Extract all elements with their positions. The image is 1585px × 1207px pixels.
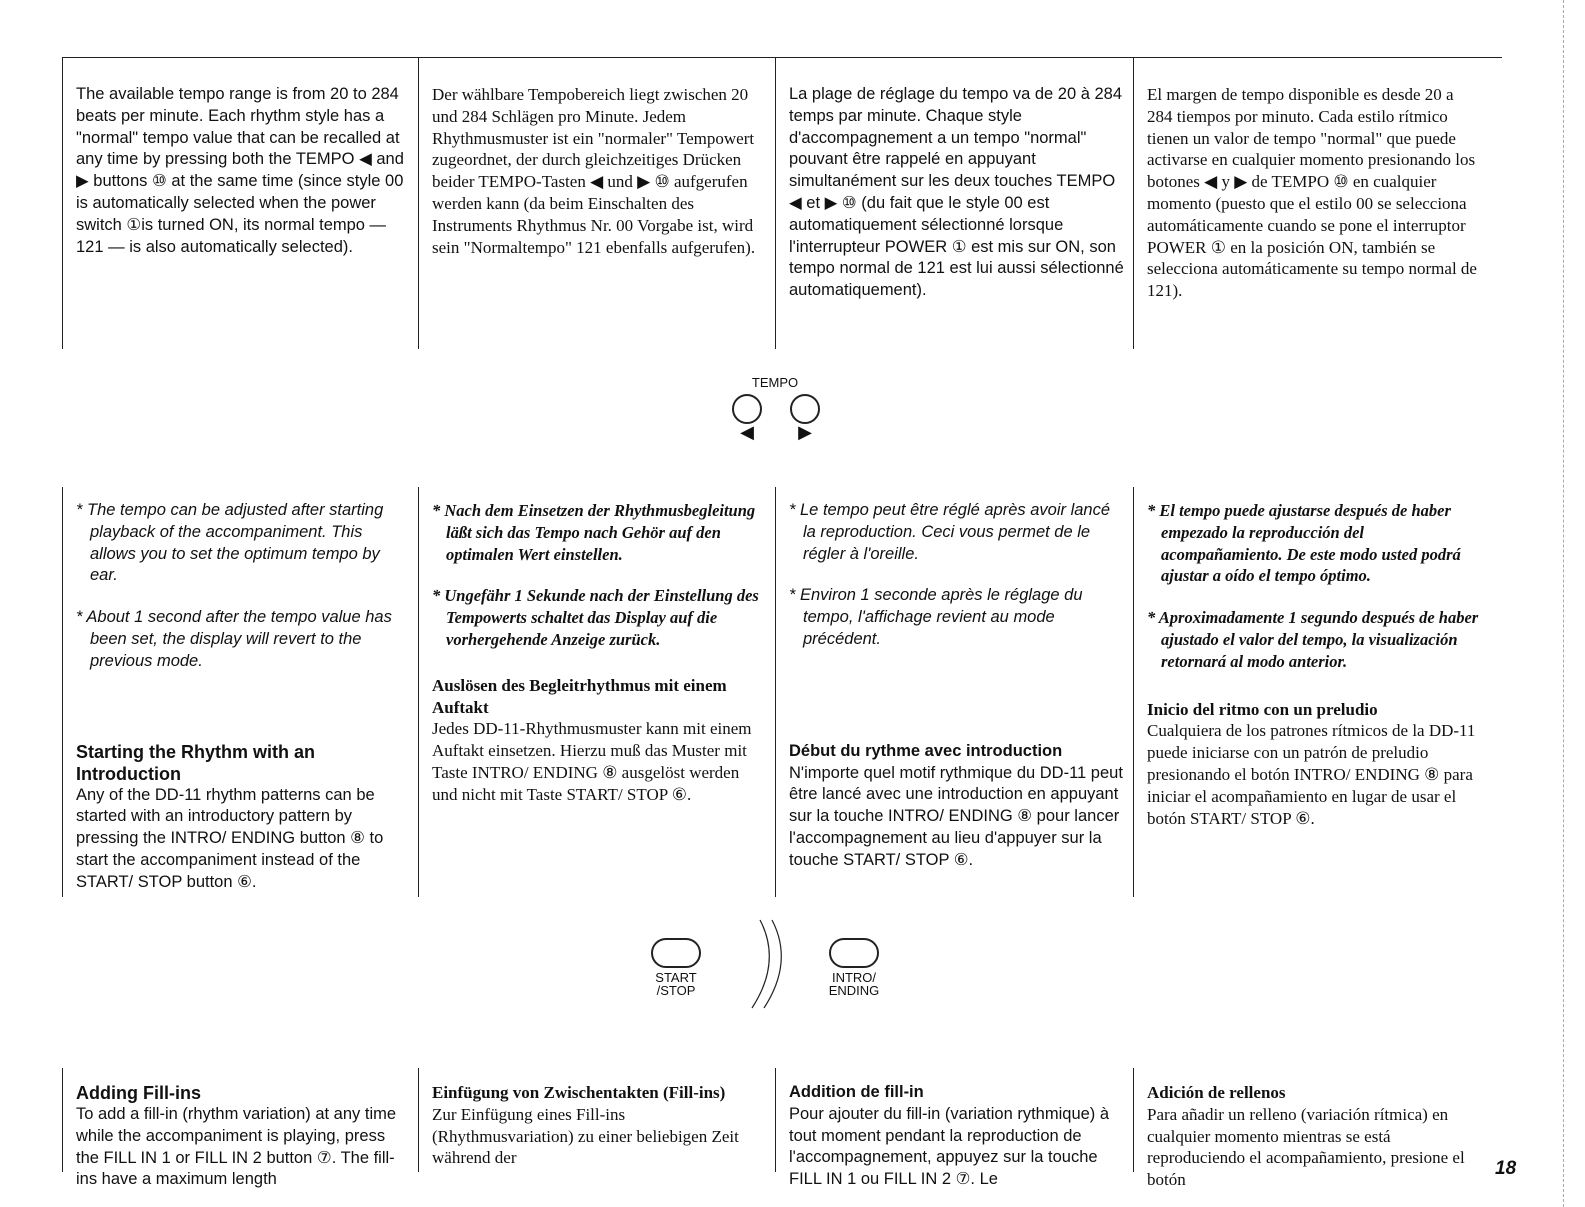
note: * Ungefähr 1 Sekunde nach der Einstellung des Tempowerts schaltet das Display auf die vorhergehende Anzeige zurück. — [432, 586, 759, 649]
section-heading: Addition de fill-in — [789, 1083, 924, 1101]
tempo-down-button[interactable] — [732, 394, 762, 424]
start-label: START — [655, 970, 697, 985]
column-rule — [1133, 57, 1134, 349]
paragraph: Para añadir un relleno (variación rítmica) en cualquier momento mientras se está reproduciendo el acompañamiento, presione el botón — [1147, 1104, 1465, 1190]
paragraph: El margen de tempo disponible es desde 20 a 284 tiempos por minuto. Cada estilo rítmico tienen un valor de tempo "normal" que puede activarse en cualquier momento presionando los botones ◀ y ▶ de TEMPO ⑩ en cualquier momento (puesto que el estilo 00 se selecciona automáticamente cuando se pone el interruptor POWER ① en la posición ON, también se selecciona automáticamente su tempo normal de 121). — [1147, 85, 1477, 301]
column-rule — [775, 487, 776, 897]
break-lines-icon — [748, 918, 798, 1010]
note: * El tempo puede ajustarse después de haber empezado la reproducción del acompañamiento. De este modo usted podrá ajustar a oído el tempo óptimo. — [1147, 501, 1461, 586]
note: * About 1 second after the tempo value has been set, the display will revert to the previous mode. — [76, 608, 392, 670]
paragraph: The available tempo range is from 20 to 284 beats per minute. Each rhythm style has a "normal" tempo value that can be recalled at any time by pressing both the TEMPO ◀ and ▶ buttons ⑩ at the same time (since style 00 is automatically selected when the power switch ①is turned ON, its normal tempo — 121 — is also automatically selected). — [76, 85, 404, 256]
section-heading: Adición de rellenos — [1147, 1083, 1286, 1102]
note: * The tempo can be adjusted after starting playback of the accompaniment. This allows you to set the optimum tempo by ear. — [76, 501, 384, 585]
intro-label: INTRO/ — [831, 970, 877, 985]
stop-label: /STOP — [656, 983, 696, 998]
note: * Environ 1 seconde après le réglage du tempo, l'affichage revient au mode précédent. — [789, 586, 1083, 648]
paragraph: Der wählbare Tempobereich liegt zwischen 20 und 284 Schlägen pro Minute. Jedem Rhythmusmuster ist ein "normaler" Tempowert zugeordnet, der durch gleichzeitiges Drücken beider TEMPO-Tasten ◀ und ▶ ⑩ aufgerufen werden kann (da beim Einschalten des Instruments Rhythmus Nr. 00 Vorgabe ist, wird sein "Normaltempo" 121 ebenfalls aufgerufen). — [432, 85, 756, 257]
paragraph: N'importe quel motif rythmique du DD-11 peut être lancé avec une introduction en appuyant sur la touche INTRO/ ENDING ⑧ pour lancer l'accompagnement au lieu d'appuyer sur la touche START/ STOP ⑥. — [789, 763, 1123, 869]
fill-ins-es — [1147, 1082, 1482, 1191]
note: * Aproximadamente 1 segundo después de haber ajustado el valor del tempo, la visualización retornará al modo anterior. — [1147, 608, 1479, 671]
paragraph: Zur Einfügung eines Fill-ins (Rhythmusvariation) zu einer beliebigen Zeit während der — [432, 1104, 739, 1168]
tempo-range-es — [1147, 84, 1482, 302]
fill-ins-de — [432, 1082, 767, 1169]
tempo-up-button[interactable] — [790, 394, 820, 424]
column-rule — [62, 1068, 63, 1172]
right-arrow-icon: ▶ — [798, 422, 812, 442]
section-heading: Début du rythme avec introduction — [789, 741, 1063, 760]
note: * Le tempo peut être réglé après avoir lancé la reproduction. Ceci vous permet de le régler à l'oreille. — [789, 501, 1111, 563]
top-rule — [62, 57, 1502, 58]
column-rule — [418, 487, 419, 897]
column-es — [1147, 500, 1482, 829]
fill-ins-fr — [789, 1082, 1124, 1191]
section-heading: Auslösen des Begleitrhythmus mit einem Auftakt — [432, 675, 727, 717]
paragraph: Any of the DD-11 rhythm patterns can be started with an introductory pattern by pressing the INTRO/ ENDING button ⑧ to start the accompaniment instead of the START/ STOP button ⑥. — [76, 785, 384, 891]
column-rule — [62, 57, 63, 349]
tempo-label: TEMPO — [751, 375, 799, 390]
column-rule — [418, 57, 419, 349]
note: * Nach dem Einsetzen der Rhythmusbegleitung läßt sich das Tempo nach Gehör auf den optimalen Wert einstellen. — [432, 501, 756, 564]
tempo-range-de — [432, 84, 767, 258]
page-number: 18 — [1495, 1158, 1517, 1179]
column-rule — [1133, 487, 1134, 897]
column-rule — [1133, 1068, 1134, 1172]
section-heading: Einfügung von Zwischentakten (Fill-ins) — [432, 1083, 726, 1102]
section-heading: Adding Fill-ins — [76, 1083, 201, 1103]
tempo-range-fr — [789, 84, 1124, 302]
paragraph: Jedes DD-11-Rhythmusmuster kann mit einem Auftakt einsetzen. Hierzu muß das Muster mit Taste INTRO/ ENDING ⑧ ausgelöst werden und nicht mit Taste START/ STOP ⑥. — [432, 719, 752, 804]
scan-edge — [1563, 0, 1564, 1207]
ending-label: ENDING — [828, 983, 880, 998]
column-de — [432, 500, 767, 806]
paragraph: Cualquiera de los patrones rítmicos de la DD-11 puede iniciarse con un patrón de preludio presionando el botón INTRO/ ENDING ⑧ para iniciar el acompañamiento en lugar de usar el botón START/ STOP ⑥. — [1147, 721, 1476, 828]
section-heading: Starting the Rhythm with an Introduction — [76, 741, 316, 784]
column-en — [76, 500, 406, 894]
intro-ending-button[interactable] — [829, 938, 879, 968]
fill-ins-en — [76, 1082, 406, 1191]
paragraph: La plage de réglage du tempo va de 20 à 284 temps par minute. Chaque style d'accompagnement a un tempo "normal" pouvant être rappelé en appuyant simultanément sur les deux touches TEMPO ◀ et ▶ ⑩ (du fait que le style 00 est automatiquement sélectionné lorsque l'interrupteur POWER ① est mis sur ON, son tempo normal de 121 est lui aussi sélectionné automatiquement). — [789, 85, 1124, 300]
paragraph: To add a fill-in (rhythm variation) at any time while the accompaniment is playing, press the FILL IN 1 or FILL IN 2 button ⑦. The fill-ins have a maximum length — [76, 1105, 397, 1189]
start-stop-button[interactable] — [651, 938, 701, 968]
column-fr — [789, 500, 1124, 872]
paragraph: Pour ajouter du fill-in (variation rythmique) à tout moment pendant la reproduction de l'accompagnement, appuyez sur la touche FILL IN 1 ou FILL IN 2 ⑦. Le — [789, 1104, 1110, 1189]
left-arrow-icon: ◀ — [740, 422, 754, 442]
column-rule — [418, 1068, 419, 1172]
column-rule — [62, 487, 63, 897]
tempo-range-en — [76, 84, 406, 258]
column-rule — [775, 1068, 776, 1172]
section-heading: Inicio del ritmo con un preludio — [1147, 699, 1378, 719]
column-rule — [775, 57, 776, 349]
